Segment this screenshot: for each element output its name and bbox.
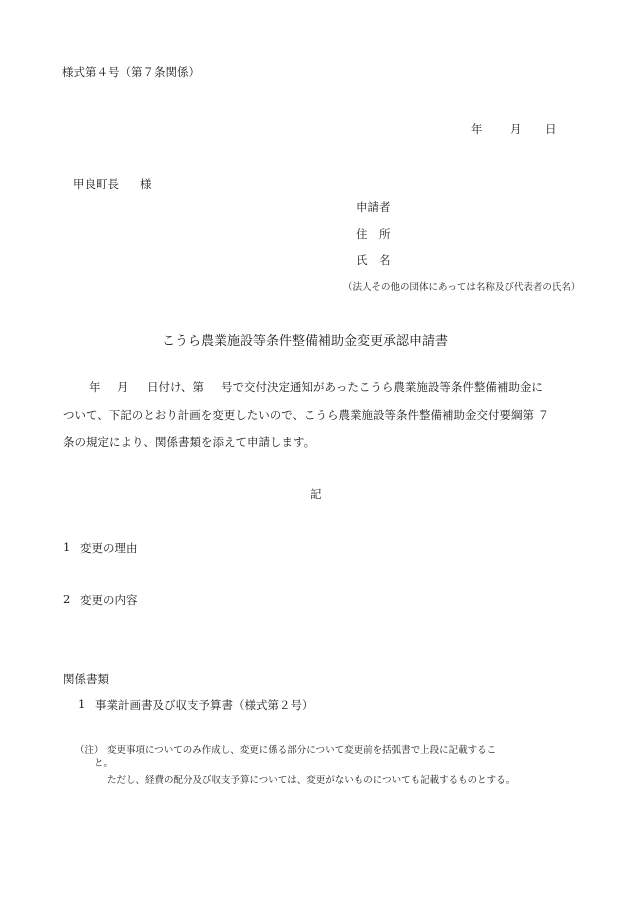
body-date-no: 日付け、第 bbox=[147, 380, 205, 394]
related-docs-heading: 関係書類 bbox=[63, 672, 109, 686]
date-month: 月 bbox=[510, 122, 522, 136]
body-line-2: ついて、下記のとおり計画を変更したいので、こうら農業施設等条件整備補助金交付要綱第 ７ bbox=[63, 408, 550, 422]
applicant-note: （法人その他の団体にあっては名称及び代表者の氏名） bbox=[343, 282, 581, 293]
note-line-1: 変更事項についてのみ作成し、変更に係る部分について変更前を括弧書で上段に記載するこ bbox=[107, 745, 497, 756]
item-1-number: 1 bbox=[63, 540, 71, 554]
item-2-number: 2 bbox=[63, 592, 71, 606]
related-doc-number: 1 bbox=[78, 697, 86, 711]
name-label: 氏 名 bbox=[356, 253, 391, 267]
date-year: 年 bbox=[471, 122, 483, 136]
body-year: 年 bbox=[89, 380, 101, 394]
applicant-label: 申請者 bbox=[356, 200, 391, 214]
body-rest: 号で交付決定通知があったこうら農業施設等条件整備補助金に bbox=[221, 380, 543, 394]
addressee-name: 甲良町長 bbox=[73, 177, 119, 191]
body-line-3: 条の規定により、関係書類を添えて申請します。 bbox=[63, 435, 316, 449]
note-line-2: と。 bbox=[94, 758, 114, 769]
body-line-1 bbox=[63, 379, 563, 395]
address-label: 住 所 bbox=[356, 227, 391, 241]
form-number: 様式第４号（第７条関係） bbox=[62, 65, 200, 79]
date-day: 日 bbox=[545, 122, 557, 136]
note-line-3: ただし、経費の配分及び収支予算については、変更がないものについても記載するものとする。 bbox=[107, 775, 516, 786]
body-month: 月 bbox=[117, 380, 129, 394]
item-2-text: 変更の内容 bbox=[80, 593, 138, 607]
addressee-honorific: 様 bbox=[140, 177, 152, 191]
related-doc-text: 事業計画書及び収支予算書（様式第２号） bbox=[95, 698, 314, 712]
ki-mark: 記 bbox=[310, 487, 322, 501]
document-title: こうら農業施設等条件整備補助金変更承認申請書 bbox=[162, 334, 449, 349]
note-label: （注） bbox=[75, 745, 104, 756]
item-1-text: 変更の理由 bbox=[80, 541, 138, 555]
